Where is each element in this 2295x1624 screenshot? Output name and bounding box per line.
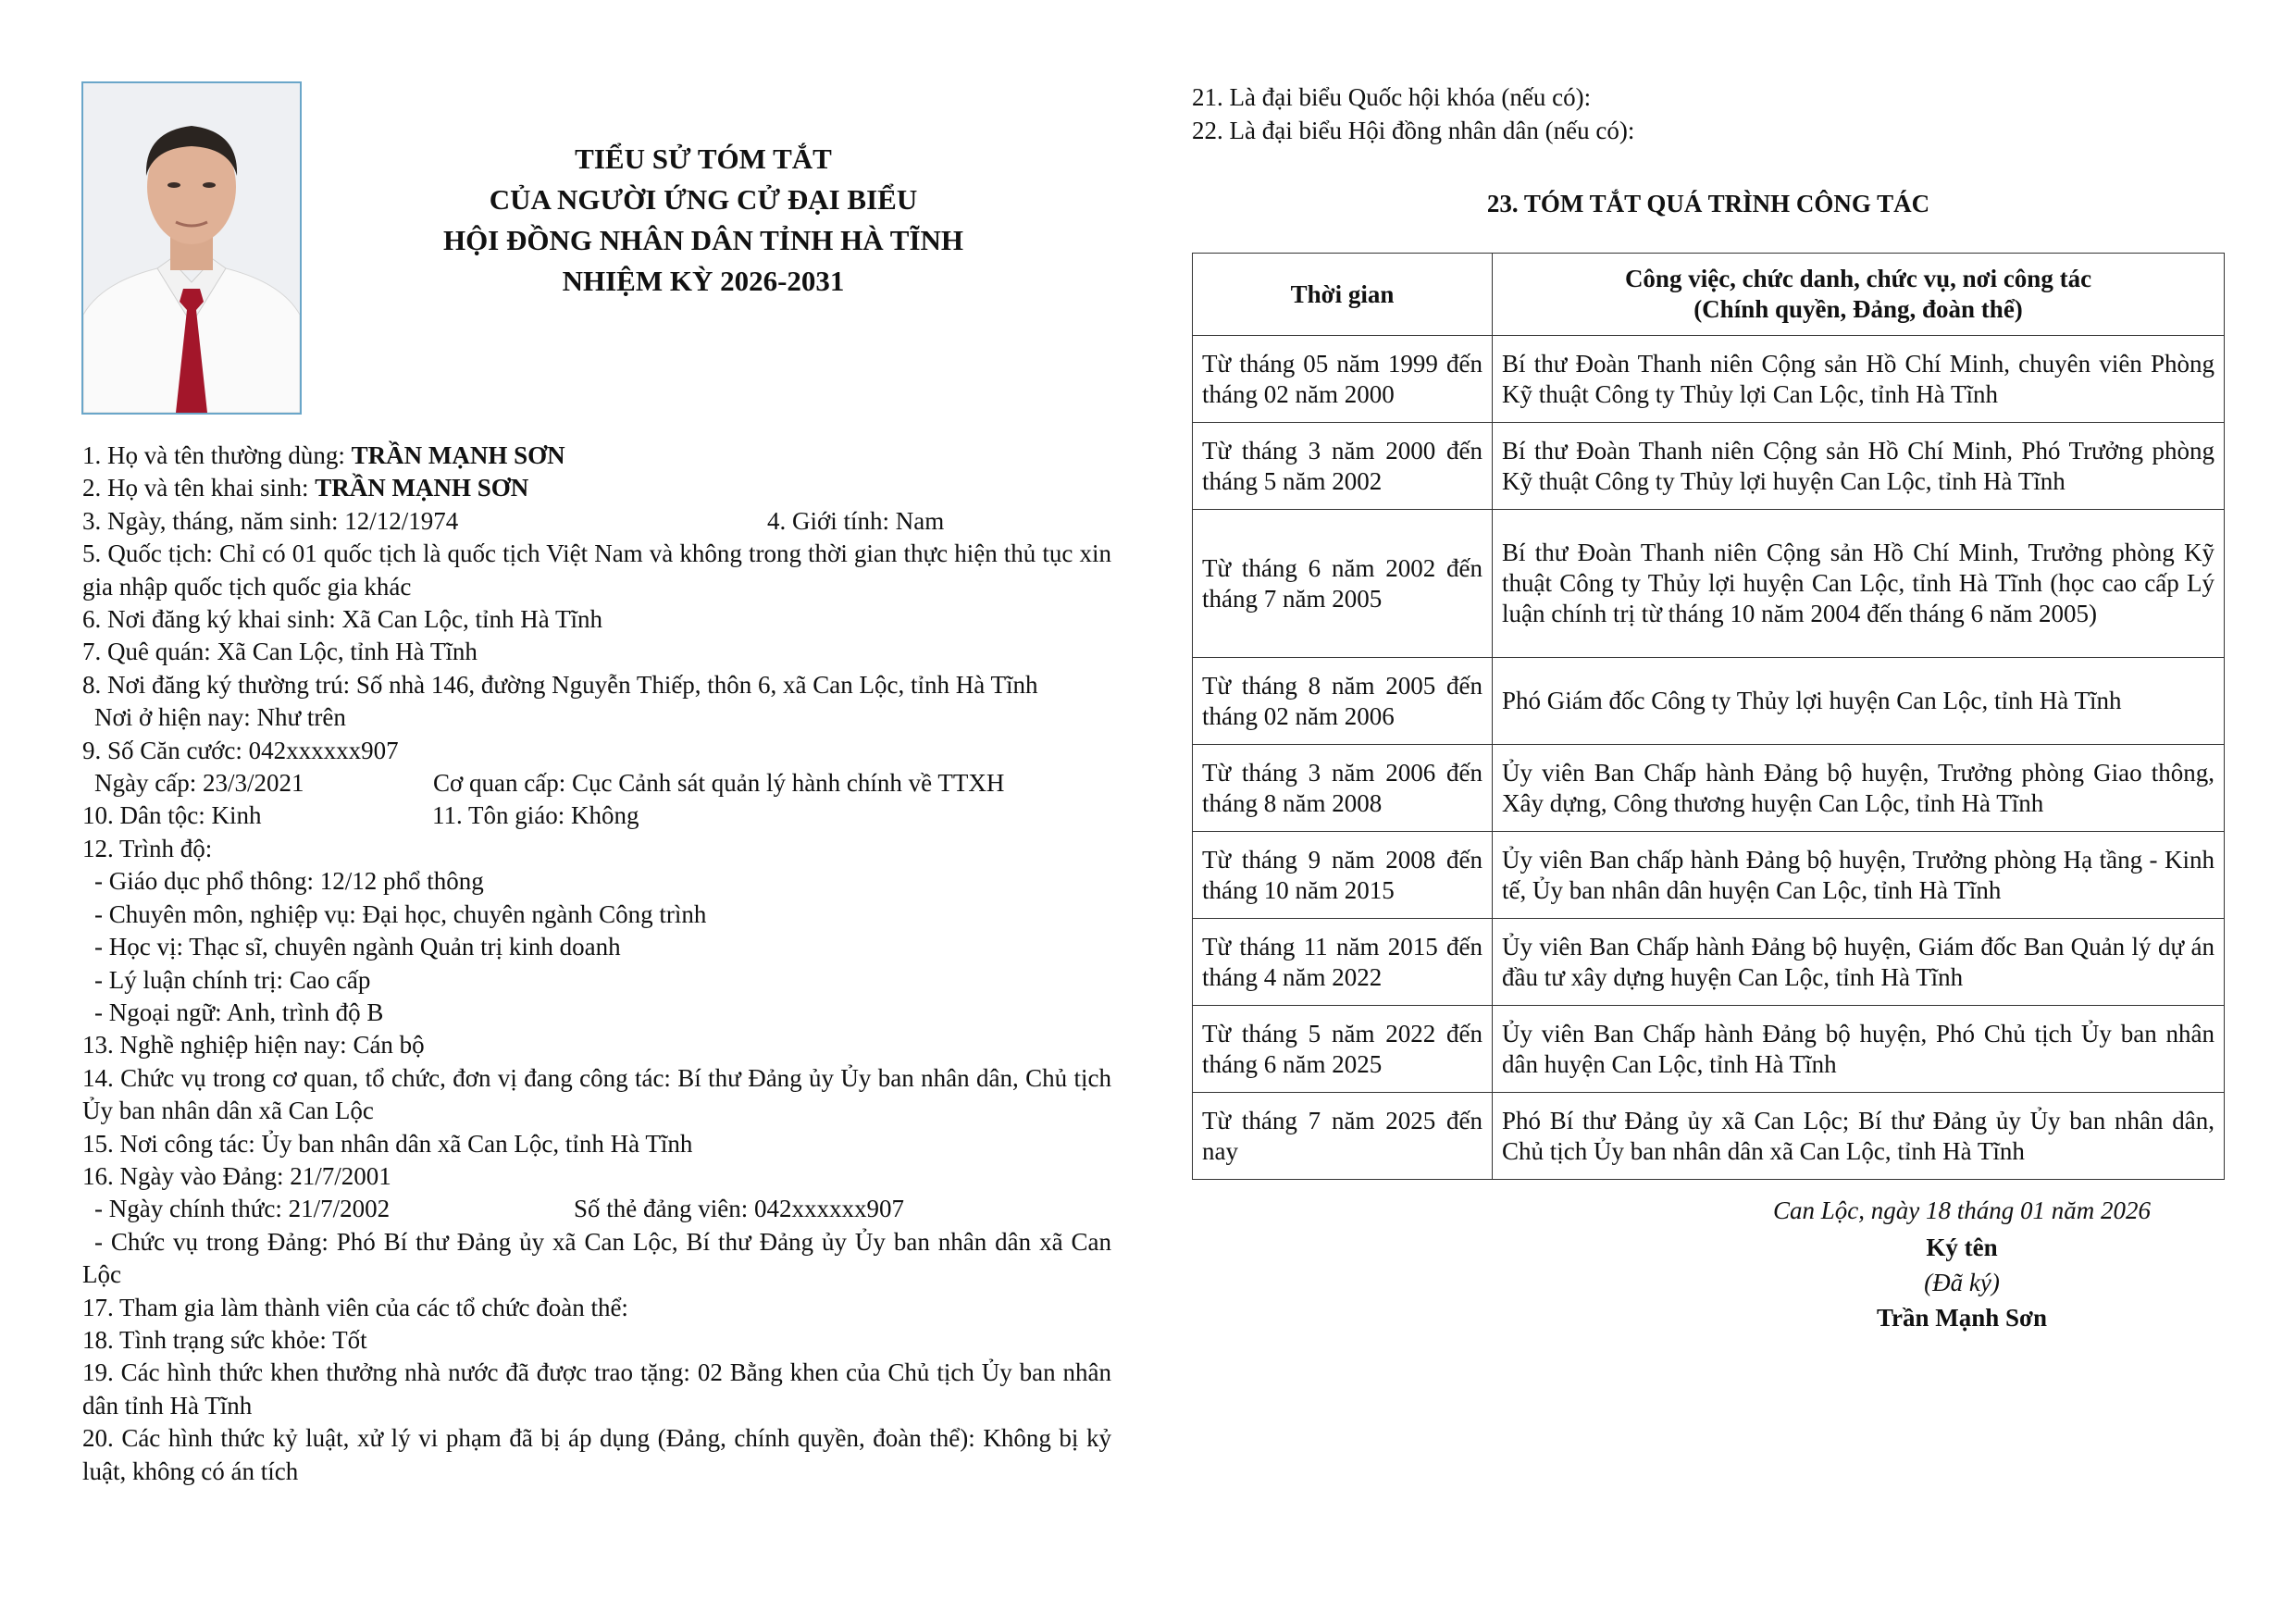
signed-note: (Đã ký) bbox=[1924, 1269, 2000, 1296]
table-row: Từ tháng 8 năm 2005 đến tháng 02 năm 2006 Phó Giám đốc Công ty Thủy lợi huyện Can Lộc, tỉnh Hà Tĩnh bbox=[1193, 658, 2225, 745]
column-header-time: Thời gian bbox=[1193, 254, 1493, 336]
place-date: Can Lộc, ngày 18 tháng 01 năm 2026 bbox=[1773, 1196, 2151, 1224]
bio-item-6: 6. Nơi đăng ký khai sinh: Xã Can Lộc, tỉnh Hà Tĩnh bbox=[82, 605, 602, 634]
bio-item-1: 1. Họ và tên thường dùng: TRẦN MẠNH SƠN bbox=[82, 441, 565, 469]
table-row: Từ tháng 6 năm 2002 đến tháng 7 năm 2005 Bí thư Đoàn Thanh niên Cộng sản Hồ Chí Minh, Trưởng phòng Kỹ thuật Công ty Thủy lợi huyện Can Lộc, tỉnh Hà Tĩnh (học cao cấp Lý luận chính trị từ tháng 10 năm 2004 đến tháng 6 năm 2005) bbox=[1193, 510, 2225, 658]
birth-name: TRẦN MẠNH SƠN bbox=[315, 474, 529, 502]
party-position: - Chức vụ trong Đảng: Phó Bí thư Đảng ủy xã Can Lộc, Bí thư Đảng ủy Ủy ban nhân dân xã Can Lộc bbox=[82, 1227, 1111, 1289]
bio-item-5: 5. Quốc tịch: Chỉ có 01 quốc tịch là quốc tịch Việt Nam và không trong thời gian thực hiện thủ tục xin gia nhập quốc tịch quốc gia khác bbox=[82, 539, 1111, 601]
education-professional: - Chuyên môn, nghiệp vụ: Đại học, chuyên ngành Công trình bbox=[94, 899, 707, 928]
bio-item-18: 18. Tình trạng sức khỏe: Tốt bbox=[82, 1325, 367, 1354]
id-issue-info bbox=[82, 767, 1111, 800]
title-line-4: NHIỆM KỲ 2026-2031 bbox=[562, 265, 845, 297]
bio-item-10-11 bbox=[82, 800, 1111, 832]
table-row: Từ tháng 3 năm 2000 đến tháng 5 năm 2002 Bí thư Đoàn Thanh niên Cộng sản Hồ Chí Minh, Phó Trưởng phòng Kỹ thuật Công ty Thủy lợi huyện Can Lộc, tỉnh Hà Tĩnh bbox=[1193, 423, 2225, 510]
education-general: - Giáo dục phổ thông: 12/12 phổ thông bbox=[94, 867, 484, 896]
column-header-description: Công việc, chức danh, chức vụ, nơi công tác (Chính quyền, Đảng, đoàn thể) bbox=[1493, 254, 2225, 336]
title-line-2: CỦA NGƯỜI ỨNG CỬ ĐẠI BIỂU bbox=[489, 183, 918, 216]
id-issue-date: Ngày cấp: 23/3/2021 bbox=[94, 769, 304, 798]
biography-section bbox=[82, 440, 1111, 1488]
gender: 4. Giới tính: Nam bbox=[767, 506, 945, 535]
bio-item-9: 9. Số Căn cước: 042xxxxxx907 bbox=[82, 736, 399, 764]
bio-item-8: 8. Nơi đăng ký thường trú: Số nhà 146, đường Nguyễn Thiếp, thôn 6, xã Can Lộc, tỉnh Hà Tĩnh bbox=[82, 670, 1038, 699]
table-row: Từ tháng 7 năm 2025 đến nay Phó Bí thư Đảng ủy xã Can Lộc; Bí thư Đảng ủy Ủy ban nhân dân, Chủ tịch Ủy ban nhân dân xã Can Lộc, tỉnh Hà Tĩnh bbox=[1193, 1093, 2225, 1180]
religion: 11. Tôn giáo: Không bbox=[432, 801, 639, 830]
table-row: Từ tháng 11 năm 2015 đến tháng 4 năm 2022 Ủy viên Ban Chấp hành Đảng bộ huyện, Giám đốc Ban Quản lý dự án đầu tư xây dựng huyện Can Lộc, tỉnh Hà Tĩnh bbox=[1193, 919, 2225, 1006]
table-header-row bbox=[1193, 254, 2225, 336]
bio-item-16: 16. Ngày vào Đảng: 21/7/2001 bbox=[82, 1161, 391, 1190]
id-issue-agency: Cơ quan cấp: Cục Cảnh sát quản lý hành chính về TTXH bbox=[433, 769, 1005, 798]
work-history-title: 23. TÓM TẮT QUÁ TRÌNH CÔNG TÁC bbox=[1486, 190, 1930, 217]
candidate-photo bbox=[81, 81, 302, 415]
portrait-image bbox=[83, 83, 300, 413]
table-row: Từ tháng 3 năm 2006 đến tháng 8 năm 2008 Ủy viên Ban Chấp hành Đảng bộ huyện, Trưởng phòng Giao thông, Xây dựng, Công thương huyện Can Lộc, tỉnh Hà Tĩnh bbox=[1193, 745, 2225, 832]
work-history-table bbox=[1192, 253, 2225, 1180]
ethnicity: 10. Dân tộc: Kinh bbox=[82, 801, 262, 830]
signer-name: Trần Mạnh Sơn bbox=[1876, 1304, 2047, 1332]
document-title bbox=[352, 139, 1055, 302]
education-political: - Lý luận chính trị: Cao cấp bbox=[94, 965, 371, 994]
bio-item-3-4 bbox=[82, 505, 1111, 538]
title-line-1: TIỂU SỬ TÓM TẮT bbox=[575, 143, 832, 175]
birth-date: 3. Ngày, tháng, năm sinh: 12/12/1974 bbox=[82, 506, 459, 535]
table-row: Từ tháng 05 năm 1999 đến tháng 02 năm 2000 Bí thư Đoàn Thanh niên Cộng sản Hồ Chí Minh, chuyên viên Phòng Kỹ thuật Công ty Thủy lợi Can Lộc, tỉnh Hà Tĩnh bbox=[1193, 336, 2225, 423]
bio-item-7: 7. Quê quán: Xã Can Lộc, tỉnh Hà Tĩnh bbox=[82, 638, 478, 666]
education-language: - Ngoại ngữ: Anh, trình độ B bbox=[94, 998, 384, 1026]
bio-items-21-22 bbox=[1192, 81, 1634, 147]
table-row: Từ tháng 9 năm 2008 đến tháng 10 năm 2015 Ủy viên Ban chấp hành Đảng bộ huyện, Trưởng phòng Hạ tầng - Kinh tế, Ủy ban nhân dân huyện Can Lộc, tỉnh Hà Tĩnh bbox=[1193, 832, 2225, 919]
table-row: Từ tháng 5 năm 2022 đến tháng 6 năm 2025 Ủy viên Ban Chấp hành Đảng bộ huyện, Phó Chủ tịch Ủy ban nhân dân huyện Can Lộc, tỉnh Hà Tĩnh bbox=[1193, 1006, 2225, 1093]
bio-item-19: 19. Các hình thức khen thưởng nhà nước đã được trao tặng: 02 Bằng khen của Chủ tịch Ủy ban nhân dân tỉnh Hà Tĩnh bbox=[82, 1358, 1111, 1419]
education-degree: - Học vị: Thạc sĩ, chuyên ngành Quản trị kinh doanh bbox=[94, 933, 621, 961]
common-name: TRẦN MẠNH SƠN bbox=[351, 441, 565, 469]
party-card-number: Số thẻ đảng viên: 042xxxxxx907 bbox=[574, 1195, 904, 1223]
bio-item-12: 12. Trình độ: bbox=[82, 834, 213, 862]
bio-item-15: 15. Nơi công tác: Ủy ban nhân dân xã Can Lộc, tỉnh Hà Tĩnh bbox=[82, 1129, 693, 1158]
bio-item-14: 14. Chức vụ trong cơ quan, tổ chức, đơn vị đang công tác: Bí thư Đảng ủy Ủy ban nhân dân, Chủ tịch Ủy ban nhân dân xã Can Lộc bbox=[82, 1063, 1111, 1125]
bio-item-20: 20. Các hình thức kỷ luật, xử lý vi phạm đã bị áp dụng (Đảng, chính quyền, đoàn thể): Không bị kỷ luật, không có án tích bbox=[82, 1424, 1111, 1485]
bio-item-13: 13. Nghề nghiệp hiện nay: Cán bộ bbox=[82, 1031, 425, 1060]
bio-item-22: 22. Là đại biểu Hội đồng nhân dân (nếu có): bbox=[1192, 117, 1635, 144]
bio-item-21: 21. Là đại biểu Quốc hội khóa (nếu có): bbox=[1192, 83, 1592, 111]
party-official-date: - Ngày chính thức: 21/7/2002 bbox=[94, 1195, 391, 1223]
party-official-info bbox=[82, 1193, 1111, 1225]
bio-item-17: 17. Tham gia làm thành viên của các tổ chức đoàn thể: bbox=[82, 1293, 628, 1321]
title-line-3: HỘI ĐỒNG NHÂN DÂN TỈNH HÀ TĨNH bbox=[442, 224, 964, 256]
bio-item-2: 2. Họ và tên khai sinh: TRẦN MẠNH SƠN bbox=[82, 474, 529, 502]
current-residence: Nơi ở hiện nay: Như trên bbox=[94, 703, 346, 732]
sign-label: Ký tên bbox=[1926, 1233, 1998, 1261]
